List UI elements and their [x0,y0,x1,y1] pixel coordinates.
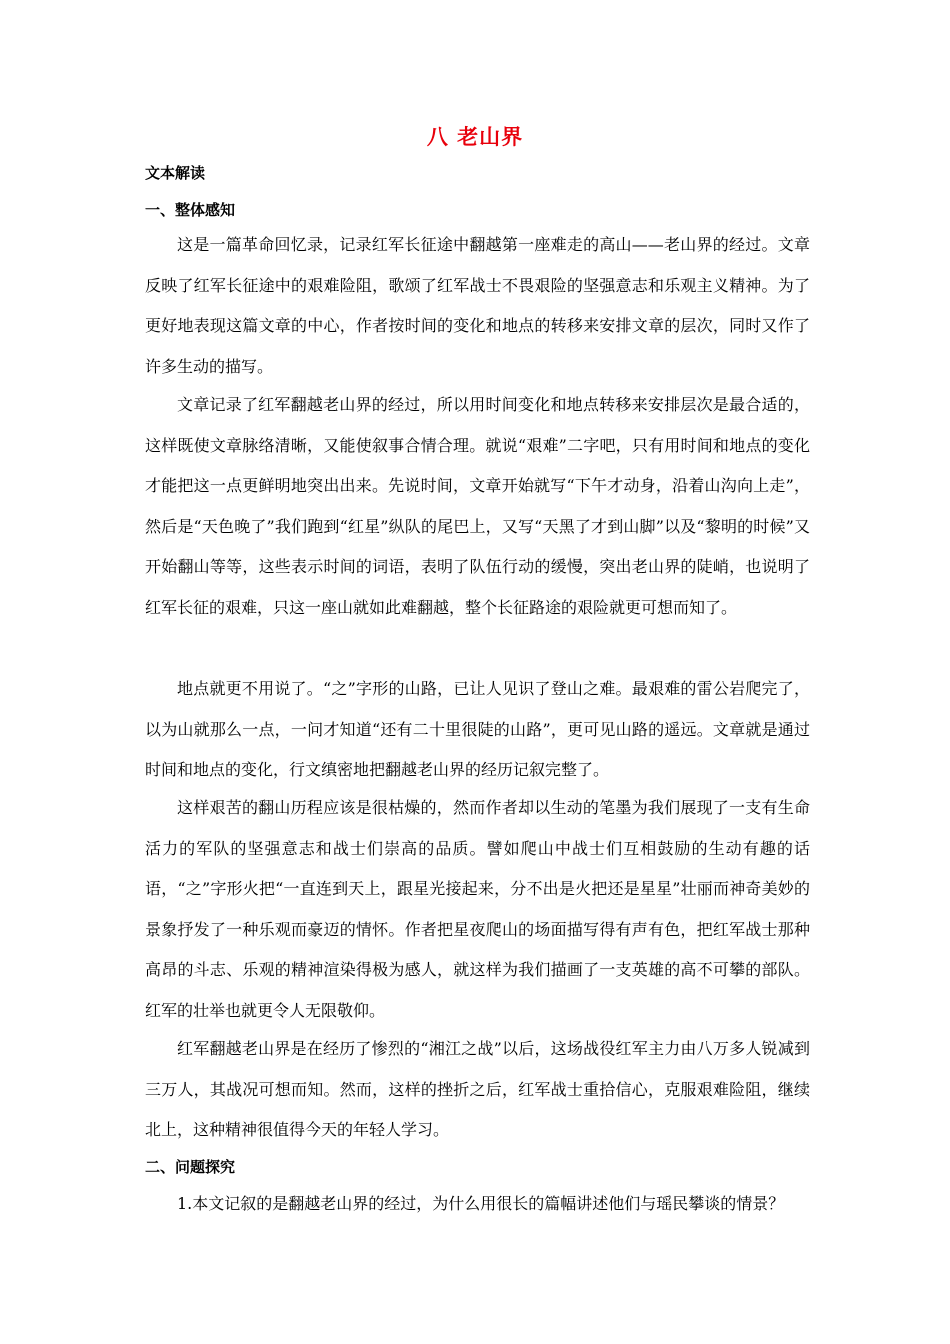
paragraph-5: 红军翻越老山界是在经历了惨烈的“湘江之战”以后，这场战役红军主力由八万多人锐减到三万人，其战况可想而知。然而，这样的挫折之后，红军战士重拾信心，克服艰难险阻，继续北上，这种精神很值得今天的年轻人学习。 [145,1039,810,1140]
heading-question-inquiry: 二、问题探究 [145,1158,236,1176]
question-1: 1.本文记叙的是翻越老山界的经过，为什么用很长的篇幅讲述他们与瑶民攀谈的情景？ [177,1194,785,1213]
paragraph-1: 这是一篇革命回忆录，记录红军长征途中翻越第一座难走的高山——老山界的经过。文章反映了红军长征途中的艰难险阻，歌颂了红军战士不畏艰险的坚强意志和乐观主义精神。为了更好地表现这篇文章的中心，作者按时间的变化和地点的转移来安排文章的层次，同时又作了许多生动的描写。 [145,235,810,376]
heading-overall-perception: 一、整体感知 [145,201,236,219]
paragraph-3: 地点就更不用说了。“之”字形的山路，已让人见识了登山之难。最艰难的雷公岩爬完了，以为山就那么一点，一问才知道“还有二十里很陡的山路”，更可见山路的遥远。文章就是通过时间和地点的变化，行文缜密地把翻越老山界的经历记叙完整了。 [145,679,810,780]
section-label: 文本解读 [145,164,206,182]
paragraph-4: 这样艰苦的翻山历程应该是很枯燥的，然而作者却以生动的笔墨为我们展现了一支有生命活力的军队的坚强意志和战士们崇高的品质。譬如爬山中战士们互相鼓励的生动有趣的话语，“之”字形火把“一直连到天上，跟星光接起来，分不出是火把还是星星”壮丽而神奇美妙的景象抒发了一种乐观而豪迈的情怀。作者把星夜爬山的场面描写得有声有色，把红军战士那种高昂的斗志、乐观的精神渲染得极为感人，就这样为我们描画了一支英雄的高不可攀的部队。红军的壮举也就更令人无限敬仰。 [145,798,810,1020]
document-title: 八 老山界 [426,124,524,149]
paragraph-2: 文章记录了红军翻越老山界的经过，所以用时间变化和地点转移来安排层次是最合适的，这样既使文章脉络清晰，又能使叙事合情合理。就说“艰难”二字吧，只有用时间和地点的变化才能把这一点更鲜明地突出出来。先说时间，文章开始就写“下午才动身，沿着山沟向上走”，然后是“天色晚了”我们跑到“红星”纵队的尾巴上，又写“天黑了才到山脚”以及“黎明的时候”又开始翻山等等，这些表示时间的词语，表明了队伍行动的缓慢，突出老山界的陡峭，也说明了红军长征的艰难，只这一座山就如此难翻越，整个长征路途的艰险就更可想而知了。 [145,395,810,617]
